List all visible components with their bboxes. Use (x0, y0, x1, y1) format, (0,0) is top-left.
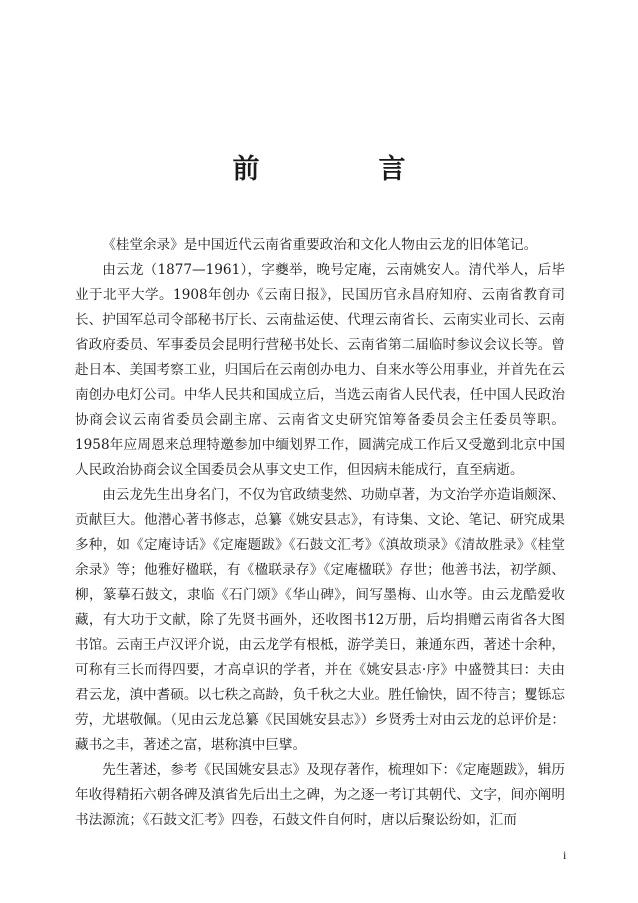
page-number: i (563, 848, 567, 862)
body-text (75, 233, 565, 833)
page-title: 前 言 (232, 154, 452, 185)
paragraph: 由云龙（1877—1961），字夔举，晚号定庵，云南姚安人。清代举人，后毕业于北平大学。1908年创办《云南日报》，民国历官永昌府知府、云南省教育司长、护国军总司令部秘书厅长、云南盐运使、代理云南省长、云南实业司长、云南省政府委员、军事委员会昆明行营秘书处长、云南省第二届临时参议会议长等。曾赴日本、美国考察工业，归国后在云南创办电力、自来水等公用事业，并首先在云南创办电灯公司。中华人民共和国成立后，当选云南省人民代表，任中国人民政治协商会议云南省委员会副主席、云南省文史研究馆筹备委员会主任委员等职。1958年应周恩来总理特邀参加中缅划界工作，圆满完成工作后又受邀到北京中国人民政治协商会议全国委员会从事文史工作，但因病未能成行，直至病逝。 (75, 262, 565, 478)
paragraph: 先生著述，参考《民国姚安县志》及现存著作，梳理如下：《定庵题跋》，辑历年收得精拓六朝各碑及滇省先后出土之碑，为之逐一考订其朝代、文字，间亦阐明书法源流；《石鼓文汇考》四卷，石鼓文件自何时，唐以后聚讼纷如，汇而 (75, 762, 565, 828)
paragraph: 由云龙先生出身名门，不仅为官政绩斐然、功勋卓著，为文治学亦造诣颇深、贡献巨大。他潜心著书修志，总纂《姚安县志》，有诗集、文论、笔记、研究成果多种，如《定庵诗话》《定庵题跋》《石鼓文汇考》《滇故琐录》《清故胜录》《桂堂余录》等；他雅好楹联，有《楹联录存》《定庵楹联》存世；他善书法，初学颜、柳，篆摹石鼓文，隶临《石门颂》《华山碑》，间写墨梅、山水等。由云龙酷爱收藏，有大功于文献，除了先贤书画外，还收图书12万册，后均捐赠云南省各大图书馆。云南王卢汉评介说，由云龙学有根柢，游学美日，兼通东西，著述十余种，可称有三长而得四要，才高卓识的学者，并在《姚安县志·序》中盛赞其曰：夫由君云龙，滇中耆硕。以七秩之高龄，负千秋之大业。胜任愉快，固不待言；矍铄忘劳，尤堪敬佩。（见由云龙总纂《民国姚安县志》）乡贤秀士对由云龙的总评价是：藏书之丰，著述之富，堪称滇中巨擘。 (75, 487, 565, 753)
paragraph: 《桂堂余录》是中国近代云南省重要政治和文化人物由云龙的旧体笔记。 (102, 237, 538, 253)
